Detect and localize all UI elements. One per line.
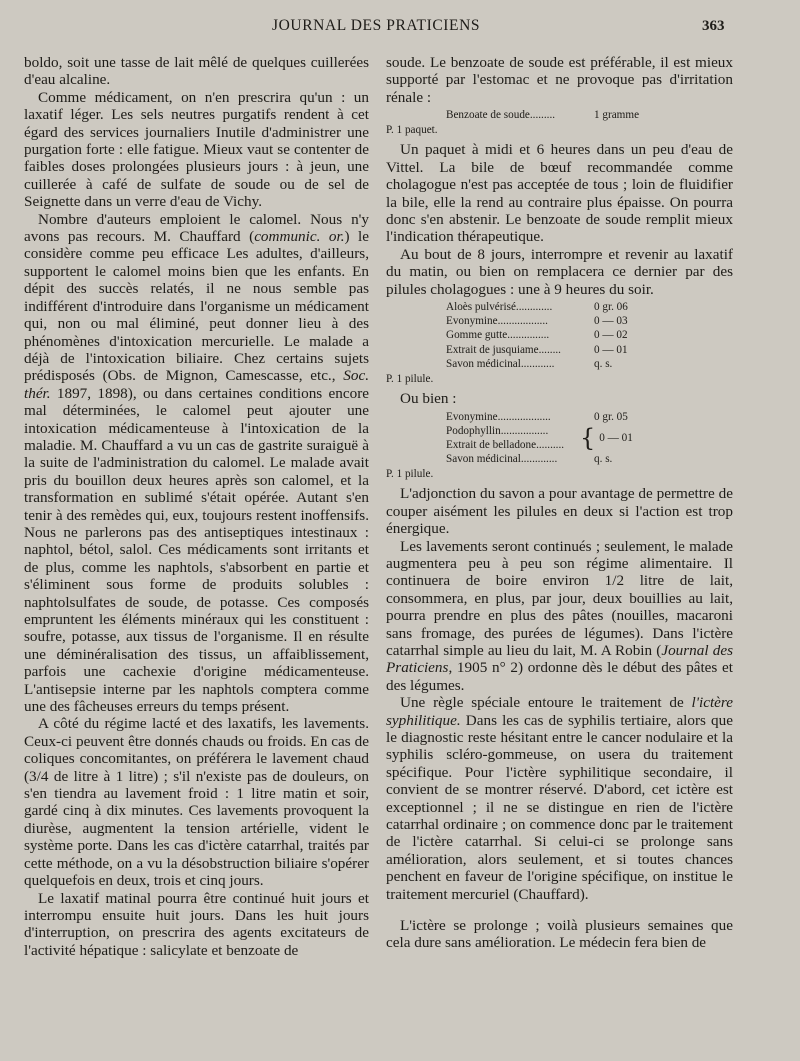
grouped-ingredient-names [386,424,594,452]
ingredient-name: Savon médicinal............. [446,453,558,466]
prescription-line [386,108,733,122]
left-column [24,54,369,959]
paragraph [386,538,733,695]
ingredient-quantity: 0 — 03 [594,315,628,328]
prescription-line [386,328,733,342]
ou-bien-label: Ou bien : [400,390,457,408]
text-run: 1897, 1898), ou dans certaines conditions encore mal déterminées, le calomel peut ajouter une intoxication médicamenteuse à l'intoxication de la maladie. M. Chauffard a vu un cas de gastrite suraiguë à la suite de l'administration du calomel. Le malade avait pris du bouillon deux heures après son calomel, et la transformation en sublimé s'était opérée. Autant s'en tenir à des remèdes qui, eux, toujours restent inoffensifs. Nous ne parlerons pas des antiseptiques intestinaux : naphtol, bétol, salol. Ces médicaments sont irritants et de plus, comme les naphtols, s'absorbent en partie et s'éliminent sous forme de produits solubles : naphtolsulfates de soude, de potasse. Ces composés empruntent les éléments minéraux qui les constituent : soufre, potasse, aux tissus de l'organisme. Il en résulte une déminéralisation des tissus, un affaiblissement, parfois une cachexie d'origine médicamenteuse. L'antisepsie interne par les naphtols comptera comme une des fâcheuses erreurs du temps présent. [24,384,369,716]
right-column [386,54,733,952]
prescription-line [386,300,733,314]
ingredient-name: Evonymine................... [446,410,551,423]
ingredient-quantity: q. s. [594,357,613,370]
text-run: Nombre d'auteurs emploient le calomel. Nous n'y avons pas recours. M. Chauffard ( [24,210,369,246]
prescription-line [386,452,733,466]
prescription-pills-2 [386,410,733,482]
ingredient-quantity: 0 — 01 [599,431,633,444]
paragraph: Un paquet à midi et 6 heures dans un peu d'eau de Vittel. La bile de bœuf recommandée comme cholagogue n'est pas acceptée de tous ; loin de fluidifier la bile, elle la rend au contraire plus épaisse. On pourra donc s'en abstenir. Le benzoate de soude remplit mieux l'indication thérapeutique. [386,141,733,246]
ingredient-name: Benzoate de soude......... [446,109,556,122]
prescription-line [386,410,733,424]
ingredient-name: Podophyllin................. [446,424,549,437]
paragraph: A côté du régime lacté et des laxatifs, les lavements. Ceux-ci peuvent être donnés chauds ou froids. En cas de coliques concomitantes, on préférera le lavement chaud (3/4 de litre à 1 litre) ; s'il n'existe pas de douleurs, on s'en tiendra au lavement froid : 1 litre matin et soir, gardé cinq à dix minutes. Ces lavements provoquent la diurèse, augmentent la tension artérielle, vident le système porte. Dans les cas d'ictère catarrhal, traités par cette méthode, on a vu la désobstruction biliaire s'opérer quelquefois en deux, trois et cinq jours. [24,715,369,890]
ingredient-name: Gomme gutte............... [446,329,550,342]
prescription-line [386,357,733,371]
paragraph: soude. Le benzoate de soude est préférable, il est mieux supporté par l'estomac et ne provoque pas d'irritation rénale : [386,54,733,106]
page-number: 363 [702,18,725,34]
prescription-benzoate [386,108,733,137]
ingredient-name: Evonymine.................. [446,315,548,328]
citation: Journal des Praticiens [386,641,733,677]
text-run: , 1905 n° 2) ordonne dès le début des pâtes et des légumes. [386,659,733,694]
ingredient-name: Aloès pulvérisé............. [446,301,553,314]
citation: communic. or. [254,228,345,246]
prescription-footer: P. 1 pilule. [386,373,434,386]
ingredient-name: Extrait de jusquiame........ [446,343,561,356]
journal-title: JOURNAL DES PRATICIENS [272,17,481,34]
prescription-line [386,314,733,328]
ingredient-quantity: 0 gr. 06 [594,301,628,314]
text-run: Les lavements seront continués ; seulement, le malade augmentera peu à peu son régime alimentaire. Il continuera de boire environ 1/2 litre de lait, consommera, en plus, par jour, deux bouillies au lait, pourra prendre en plus des pâtes (nouilles, macaroni sans fromage, des purées de légumes). Dans l'ictère catarrhal simple au lieu du lait, M. A Robin ( [386,537,733,659]
text-run: Dans les cas de syphilis tertiaire, alors que le diagnostic reste hésitant entre le cancer nodulaire et la syphilis scléro-gommeuse, on usera du traitement spécifique. Pour l'ictère syphilitique secondaire, il convient de se montrer réservé. D'abord, cet ictère est exceptionnel ; il ne se distingue en rien de l'ictère catarrhal ordinaire ; on commence donc par le traitement de l'ictère catarrhal. Si celui-ci se prolonge sans amélioration, alors seulement, et si toutes chances penchent en faveur de l'origine spécifique, on institue le traitement mercuriel (Chauffard). [386,711,733,903]
paragraph: Au bout de 8 jours, interrompre et revenir au laxatif du matin, ou bien on remplacera ce dernier par des pilules cholagogues : une à 9 heures du soir. [386,245,733,298]
paragraph: boldo, soit une tasse de lait mêlé de quelques cuillerées d'eau alcaline. [24,54,369,89]
ingredient-quantity: 0 gr. 05 [594,410,628,423]
ingredient-quantity: 1 gramme [594,109,640,122]
paragraph: Comme médicament, on n'en prescrira qu'un : un laxatif léger. Les sels neutres purgatifs rendent à cet égard des services journaliers Inutile d'administrer une purgation forte : elle fatigue. Mieux vaut se contenter de faibles doses prolongées plusieurs jours : à jeun, une cuillerée à café de sulfate de soude ou de sel de Seignette dans un verre d'eau de Vichy. [24,88,369,211]
paragraph: L'adjonction du savon a pour avantage de permettre de couper aisément les pilules en deux si l'action est trop énergique. [386,485,733,538]
ingredient-name: Extrait de belladone.......... [446,438,565,451]
ingredient-quantity: q. s. [594,453,613,466]
ingredient-name: Savon médicinal............ [446,357,555,370]
emphasis: l'ictère syphilitique. [386,694,733,729]
citation: Soc. thér. [24,367,369,402]
prescription-pills-1 [386,300,733,386]
paragraph [386,694,733,903]
ingredient-quantity: 0 — 01 [594,343,628,356]
prescription-line [386,343,733,357]
prescription-footer: P. 1 pilule. [386,468,434,481]
prescription-footer: P. 1 paquet. [386,124,438,137]
text-run: ) le considère comme peu efficace Les adultes, d'ailleurs, supportent le calomel moins bien que les enfants. En dépit des succès relatés, il ne nous semble pas indifférent d'introduire dans l'organisme un médicament qui, non ou mal éliminé, peut donner lieu à des phénomènes d'intoxication mercurielle. Le malade a déjà de l'intoxication biliaire. Chez certains sujets prédisposés (Obs. de Mignon, Camescasse, etc., [24,228,369,385]
paragraph [24,211,369,716]
page-header [0,17,800,39]
grouped-ingredients [386,424,733,452]
brace-symbol: { [580,423,596,452]
text-run: Une règle spéciale entoure le traitement de [400,694,692,712]
paragraph: Le laxatif matinal pourra être continué huit jours et interrompu ensuite huit jours. Dans les huit jours d'interruption, on prescrira des agents excitateurs de l'activité hépatique : salicylate et benzoate de [24,889,369,959]
ingredient-quantity: 0 — 02 [594,329,628,342]
paragraph: L'ictère se prolonge ; voilà plusieurs semaines que cela dure sans amélioration. Le médecin fera bien de [386,917,733,952]
